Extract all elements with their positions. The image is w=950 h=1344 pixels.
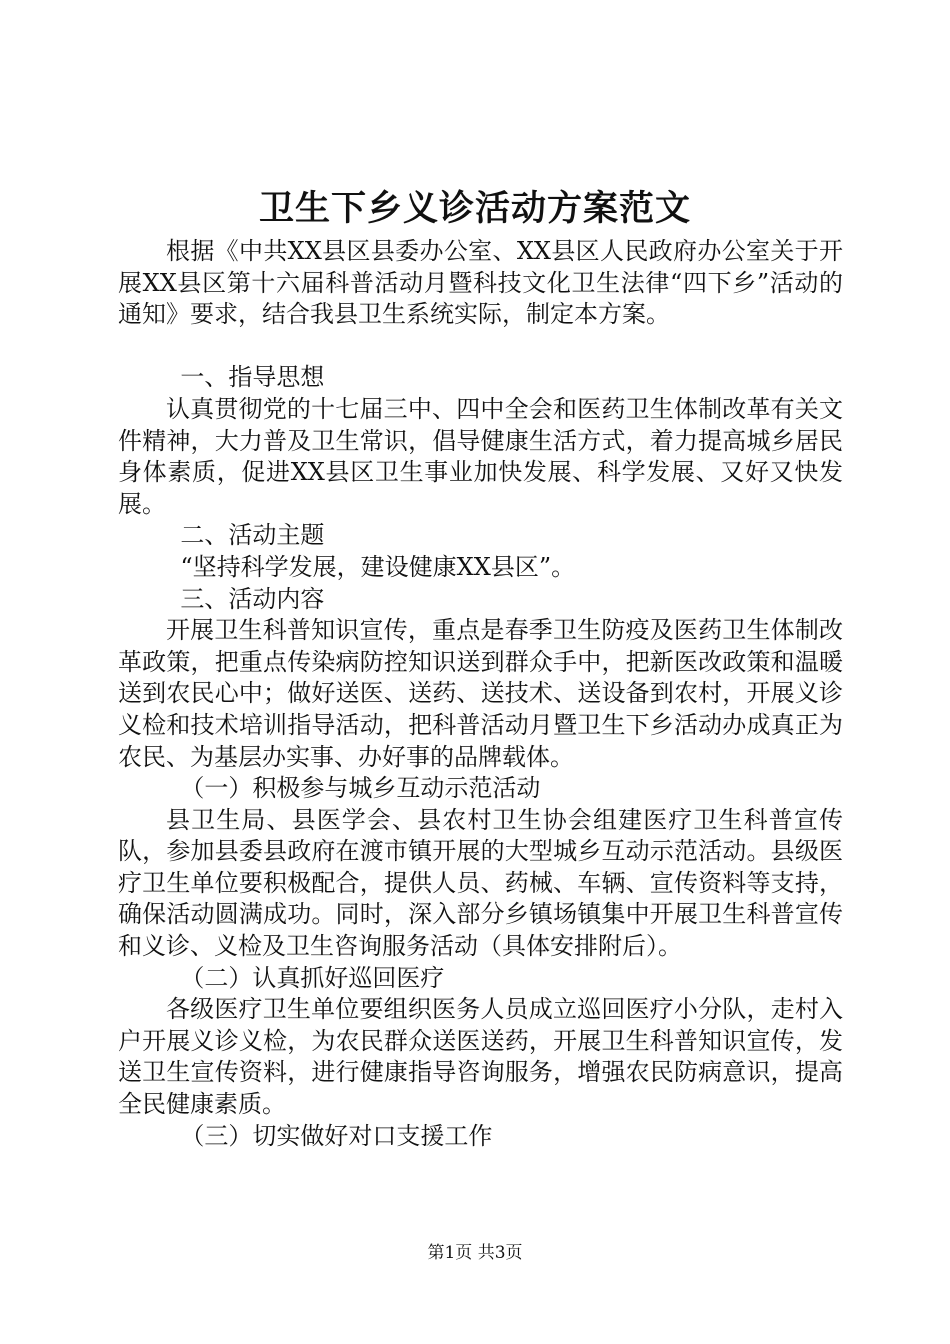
section-heading-guiding-thought: 一、指导思想 — [180, 363, 325, 392]
subsection-text-mobile-medical: 各级医疗卫生单位要组织医务人员成立巡回医疗小分队，走村入户开展义诊义检，为农民群众送医送药，开展卫生科普知识宣传，发送卫生宣传资料，进行健康指导咨询服务，增强农民防病意识，提高全民健康素质。 — [118, 995, 843, 1119]
subsection-heading-paired-support: （三）切实做好对口支援工作 — [180, 1121, 493, 1150]
section-heading-content: 三、活动内容 — [180, 584, 325, 613]
intro-paragraph: 根据《中共XX县区县委办公室、XX县区人民政府办公室关于开展XX县区第十六届科普活动月暨科技文化卫生法律“四下乡”活动的通知》要求，结合我县卫生系统实际，制定本方案。 — [118, 237, 843, 329]
section-text-content: 开展卫生科普知识宣传，重点是春季卫生防疫及医药卫生体制改革政策，把重点传染病防控知识送到群众手中，把新医改政策和温暖送到农民心中；做好送医、送药、送技术、送设备到农村，开展义诊义检和技术培训指导活动，把科普活动月暨卫生下乡活动办成真正为农民、为基层办实事、办好事的品牌载体。 — [118, 616, 843, 771]
section-text-guiding-thought: 认真贯彻党的十七届三中、四中全会和医药卫生体制改革有关文件精神，大力普及卫生常识，倡导健康生活方式，着力提高城乡居民身体素质，促进XX县区卫生事业加快发展、科学发展、又好又快发展。 — [118, 394, 843, 518]
subsection-heading-urban-rural: （一）积极参与城乡互动示范活动 — [180, 774, 541, 803]
section-text-theme: “坚持科学发展，建设健康XX县区”。 — [180, 552, 576, 581]
paragraph-gap — [118, 331, 843, 363]
subsection-text-urban-rural: 县卫生局、县医学会、县农村卫生协会组建医疗卫生科普宣传队，参加县委县政府在渡市镇开展的大型城乡互动示范活动。县级医疗卫生单位要积极配合，提供人员、药械、车辆、宣传资料等支持，确保活动圆满成功。同时，深入部分乡镇场镇集中开展卫生科普宣传和义诊、义检及卫生咨询服务活动（具体安排附后）。 — [118, 805, 843, 961]
document-body — [118, 236, 843, 1152]
document-title: 卫生下乡义诊活动方案范文 — [258, 188, 691, 229]
section-heading-theme: 二、活动主题 — [180, 521, 325, 550]
page-footer: 第1页 共3页 — [427, 1243, 523, 1263]
subsection-heading-mobile-medical: （二）认真抓好巡回医疗 — [180, 963, 445, 992]
